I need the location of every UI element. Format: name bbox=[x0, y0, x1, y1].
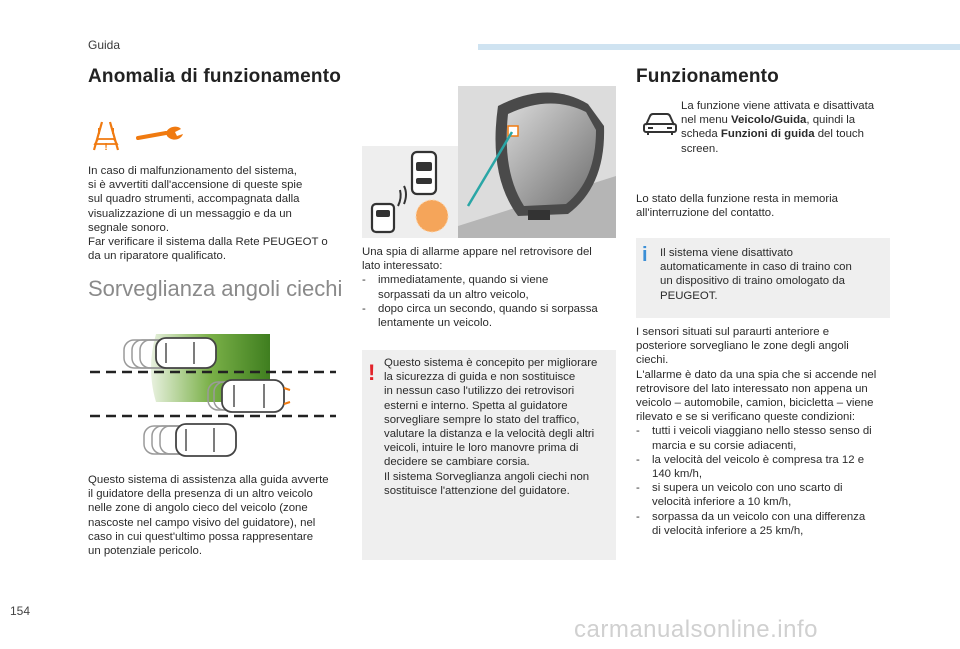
memory-text: Lo stato della funzione resta in memoria all'interruzione del contatto. bbox=[636, 193, 838, 220]
svg-text:!: ! bbox=[104, 142, 108, 153]
blind-spot-subtitle: Sorveglianza angoli ciechi bbox=[88, 276, 343, 301]
activation-text: La funzione viene attivata e disattivata nel menu Veicolo/Guida, quindi la scheda Funzioni di guida del touch screen. bbox=[681, 100, 875, 155]
warning-text: Questo sistema è concepito per migliorare la sicurezza di guida e non sostituisce in nessun caso l'utilizzo dei retrovisori esterni e interno. Spetta al guidatore sorvegliare sempre lo stato del traffico, valutare la distanza e la velocità degli altri veicoli, intuire le loro manovre prima di decidere se cambiare corsia. Il sistema Sorveglianza angoli ciechi non sostituisce l'attenzione del guidatore. bbox=[384, 357, 598, 497]
page-number: 154 bbox=[10, 604, 31, 618]
sensor-text: I sensori situati sul paraurti anteriore e posteriore sorvegliano le zone degli angoli ciechi. L'allarme è dato da una spia che si accende nel retrovisore del lato interessato non appena un veicolo – automobile, camion, bicicletta – viene rilevato e se si verificano queste condizioni: - tutti i veicoli viaggiano nello stesso senso di marcia e su corsie adiacenti, - la velocità del veicolo è compresa tra 12 e 140 km/h, - si supera un veicolo con uno scarto di velocità inferiore a 10 km/h, - sorpassa da un veicolo con una differenza di velocità inferiore a 25 km/h, bbox=[636, 325, 898, 538]
blind-spot-indicator-diagram bbox=[362, 146, 458, 238]
assist-text: Questo sistema di assistenza alla guida avverte il guidatore della presenza di un altro veicolo nelle zone di angolo cieco del veicolo (zone nascoste nel campo visivo del guidatore), nel caso in cui quest'ultimo possa rappresentare un potenziale pericolo. bbox=[88, 474, 329, 558]
watermark: carmanualsonline.info bbox=[574, 616, 818, 643]
condition-item: - si supera un veicolo con uno scarto di velocità inferiore a 10 km/h, bbox=[636, 481, 898, 509]
condition-item: - la velocità del veicolo è compresa tra 12 e 140 km/h, bbox=[636, 453, 898, 481]
warning-exclamation-icon: ! bbox=[368, 360, 376, 385]
operation-title: Funzionamento bbox=[636, 66, 779, 87]
info-text: Il sistema viene disattivato automaticamente in caso di traino con un dispositivo di traino omologato da PEUGEOT. bbox=[660, 247, 852, 302]
info-icon: i bbox=[642, 244, 648, 266]
info-note-box bbox=[636, 238, 890, 318]
section-label: Guida bbox=[88, 38, 121, 52]
alert-item: - immediatamente, quando si viene sorpassati da un altro veicolo, bbox=[362, 273, 614, 301]
malfunction-text: In caso di malfunzionamento del sistema, si è avvertiti dall'accensione di queste spie sul quadro strumenti, accompagnata dalla visualizzazione di un messaggio e da un segnale sonoro. Far verificare il sistema dalla Rete PEUGEOT o da un riparatore qualificato. bbox=[88, 165, 328, 263]
alert-item: - dopo circa un secondo, quando si sorpassa lentamente un veicolo. bbox=[362, 302, 614, 330]
warning-note-box bbox=[362, 350, 616, 560]
mirror-indicator-icon bbox=[458, 86, 616, 238]
alert-text: Una spia di allarme appare nel retrovisore del lato interessato: - immediatamente, quando si viene sorpassati da un altro veicolo, - dopo circa un secondo, quando si sorpassa lentamente un veicolo. bbox=[362, 245, 614, 330]
wrench-icon bbox=[134, 124, 186, 146]
car-menu-icon bbox=[642, 110, 678, 136]
condition-item: - sorpassa da un veicolo con una differenza di velocità inferiore a 25 km/h, bbox=[636, 510, 898, 538]
condition-item: - tutti i veicoli viaggiano nello stesso senso di marcia e su corsie adiacenti, bbox=[636, 424, 898, 452]
header-accent-bar bbox=[478, 44, 960, 50]
blind-spot-diagram-icon bbox=[86, 330, 338, 460]
malfunction-title: Anomalia di funzionamento bbox=[88, 66, 342, 87]
